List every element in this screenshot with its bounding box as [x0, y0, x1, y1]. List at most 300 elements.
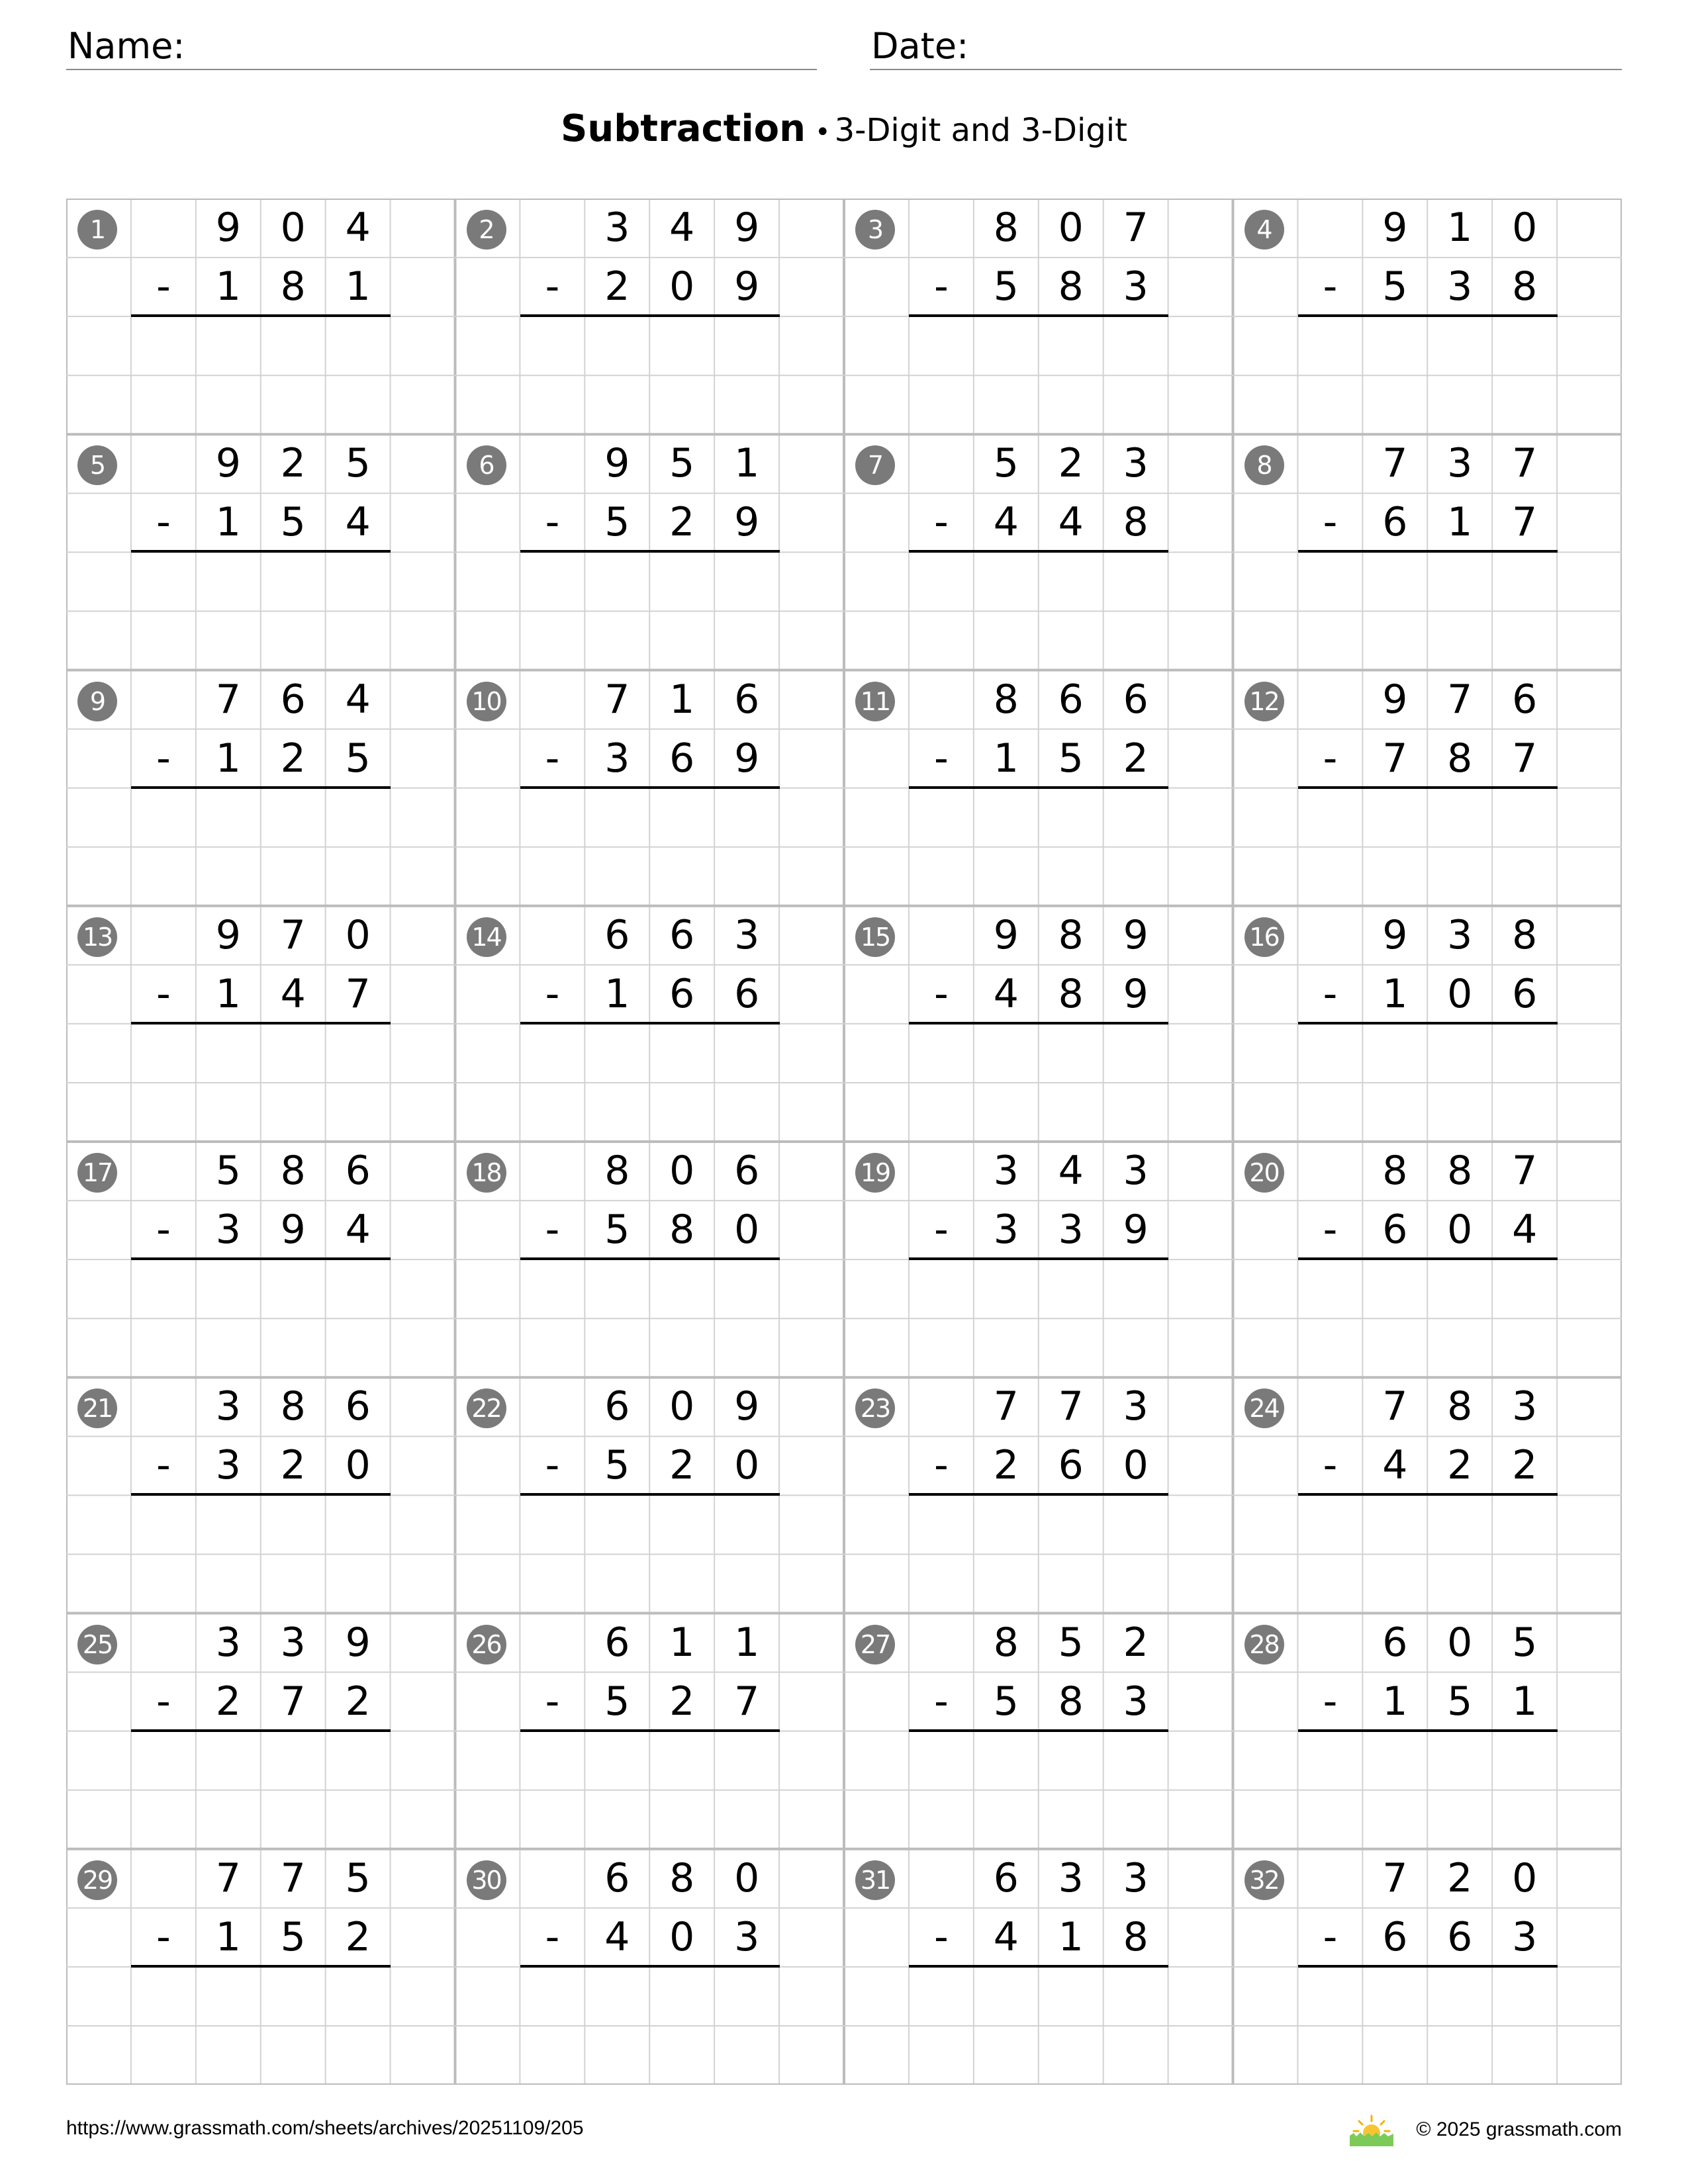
problem-number-badge: 10 — [467, 682, 506, 721]
answer-line — [1298, 1729, 1558, 1732]
minus-sign: - — [934, 735, 949, 782]
answer-line — [909, 1257, 1168, 1260]
subtrahend-digit: 3 — [604, 735, 630, 782]
minuend-digit: 7 — [1382, 1383, 1408, 1430]
subtrahend-digit: 1 — [1382, 1678, 1408, 1725]
answer-line — [520, 1493, 780, 1496]
subtrahend-digit: 9 — [1123, 970, 1149, 1017]
minus-sign: - — [1323, 1913, 1338, 1960]
problem-5 — [66, 434, 455, 670]
subtrahend-digit: 6 — [1512, 970, 1538, 1017]
minuend-digit: 2 — [1447, 1854, 1473, 1901]
minuend-digit: 0 — [669, 1383, 695, 1430]
subtrahend-digit: 4 — [993, 499, 1019, 546]
minuend-digit: 9 — [1382, 205, 1408, 251]
subtrahend-digit: 4 — [993, 1913, 1019, 1960]
subtrahend-digit: 7 — [1512, 499, 1538, 546]
minuend-digit: 9 — [1382, 676, 1408, 723]
minuend-digit: 5 — [1058, 1619, 1084, 1666]
problem-number-badge: 18 — [467, 1153, 506, 1193]
subtrahend-digit: 2 — [669, 1442, 695, 1489]
minuend-digit: 1 — [734, 1619, 760, 1666]
problem-14 — [455, 906, 845, 1142]
minuend-digit: 3 — [1447, 911, 1473, 958]
minuend-digit: 6 — [345, 1148, 371, 1194]
subtrahend-digit: 7 — [345, 970, 371, 1017]
title-bullet: • — [814, 117, 831, 148]
minuend-digit: 3 — [215, 1619, 241, 1666]
minuend-digit: 0 — [669, 1148, 695, 1194]
minuend-digit: 3 — [1123, 1854, 1149, 1901]
subtrahend-digit: 2 — [1123, 735, 1149, 782]
problem-2 — [455, 199, 845, 434]
minuend-digit: 3 — [1123, 440, 1149, 487]
date-label: Date: — [871, 25, 969, 67]
problem-number-badge: 6 — [467, 445, 506, 485]
subtrahend-digit: 8 — [1058, 263, 1084, 310]
problem-number-badge: 28 — [1244, 1625, 1284, 1664]
minuend-digit: 6 — [1123, 676, 1149, 723]
minuend-digit: 9 — [734, 1383, 760, 1430]
minuend-digit: 2 — [280, 440, 306, 487]
minuend-digit: 9 — [215, 911, 241, 958]
subtrahend-digit: 9 — [1123, 1206, 1149, 1253]
subtrahend-digit: 5 — [993, 1678, 1019, 1725]
minus-sign: - — [545, 1913, 560, 1960]
subtrahend-digit: 6 — [1382, 1913, 1408, 1960]
problem-20 — [1233, 1142, 1622, 1377]
minuend-digit: 5 — [215, 1148, 241, 1194]
problem-number-badge: 24 — [1244, 1388, 1284, 1428]
minuend-digit: 0 — [1512, 205, 1538, 251]
minuend-digit: 4 — [345, 676, 371, 723]
subtrahend-digit: 8 — [1123, 1913, 1149, 1960]
subtrahend-digit: 1 — [215, 735, 241, 782]
answer-line — [1298, 1965, 1558, 1968]
minuend-digit: 8 — [1382, 1148, 1408, 1194]
subtrahend-digit: 6 — [669, 970, 695, 1017]
footer-brand — [1350, 2111, 1622, 2148]
problem-number-badge: 16 — [1244, 917, 1284, 957]
problem-19 — [844, 1142, 1233, 1377]
subtrahend-digit: 3 — [1512, 1913, 1538, 1960]
subtrahend-digit: 4 — [345, 499, 371, 546]
minus-sign: - — [1323, 1678, 1338, 1725]
problem-1 — [66, 199, 455, 434]
subtrahend-digit: 2 — [669, 1678, 695, 1725]
subtrahend-digit: 5 — [604, 499, 630, 546]
minus-sign: - — [156, 735, 171, 782]
subtrahend-digit: 4 — [1058, 499, 1084, 546]
date-field[interactable] — [870, 21, 1622, 70]
minus-sign: - — [934, 1913, 949, 1960]
minuend-digit: 8 — [993, 676, 1019, 723]
minuend-digit: 6 — [1382, 1619, 1408, 1666]
problem-number-badge: 23 — [855, 1388, 895, 1428]
problem-4 — [1233, 199, 1622, 434]
problem-number-badge: 32 — [1244, 1860, 1284, 1900]
subtrahend-digit: 8 — [1123, 499, 1149, 546]
problem-number-badge: 30 — [467, 1860, 506, 1900]
subtrahend-digit: 6 — [669, 735, 695, 782]
minuend-digit: 0 — [1512, 1854, 1538, 1901]
answer-line — [131, 1493, 391, 1496]
problem-number-badge: 2 — [467, 210, 506, 250]
minuend-digit: 0 — [280, 205, 306, 251]
answer-line — [1298, 314, 1558, 317]
minuend-digit: 1 — [1447, 205, 1473, 251]
minuend-digit: 7 — [1512, 1148, 1538, 1194]
subtrahend-digit: 5 — [280, 1913, 306, 1960]
subtrahend-digit: 2 — [215, 1678, 241, 1725]
answer-line — [131, 1257, 391, 1260]
subtrahend-digit: 1 — [215, 499, 241, 546]
subtrahend-digit: 2 — [604, 263, 630, 310]
problem-27 — [844, 1614, 1233, 1849]
subtrahend-digit: 3 — [734, 1913, 760, 1960]
minus-sign: - — [156, 970, 171, 1017]
minuend-digit: 5 — [1512, 1619, 1538, 1666]
subtrahend-digit: 8 — [669, 1206, 695, 1253]
subtrahend-digit: 9 — [734, 263, 760, 310]
minus-sign: - — [934, 970, 949, 1017]
answer-line — [520, 1022, 780, 1024]
minuend-digit: 8 — [1447, 1148, 1473, 1194]
minuend-digit: 3 — [1123, 1148, 1149, 1194]
subtrahend-digit: 5 — [604, 1206, 630, 1253]
minuend-digit: 3 — [604, 205, 630, 251]
problem-24 — [1233, 1377, 1622, 1613]
answer-line — [520, 1965, 780, 1968]
minuend-digit: 8 — [280, 1148, 306, 1194]
subtrahend-digit: 8 — [1447, 735, 1473, 782]
subtrahend-digit: 6 — [1382, 1206, 1408, 1253]
minus-sign: - — [1323, 1442, 1338, 1489]
problem-21 — [66, 1377, 455, 1613]
answer-line — [909, 1729, 1168, 1732]
minuend-digit: 7 — [1123, 205, 1149, 251]
minuend-digit: 8 — [1058, 911, 1084, 958]
minuend-digit: 9 — [215, 440, 241, 487]
minuend-digit: 4 — [1058, 1148, 1084, 1194]
minuend-digit: 9 — [1123, 911, 1149, 958]
subtrahend-digit: 4 — [345, 1206, 371, 1253]
problem-number-badge: 26 — [467, 1625, 506, 1664]
name-label: Name: — [68, 25, 185, 67]
answer-line — [909, 1022, 1168, 1024]
subtrahend-digit: 9 — [280, 1206, 306, 1253]
minuend-digit: 5 — [345, 1854, 371, 1901]
answer-line — [131, 314, 391, 317]
minuend-digit: 9 — [734, 205, 760, 251]
minuend-digit: 3 — [1512, 1383, 1538, 1430]
minuend-digit: 0 — [345, 911, 371, 958]
problem-number-badge: 3 — [855, 210, 895, 250]
minuend-digit: 1 — [669, 1619, 695, 1666]
minus-sign: - — [1323, 970, 1338, 1017]
minuend-digit: 3 — [1123, 1383, 1149, 1430]
minus-sign: - — [545, 1206, 560, 1253]
problem-11 — [844, 670, 1233, 906]
subtrahend-digit: 1 — [215, 263, 241, 310]
problem-number-badge: 9 — [77, 682, 117, 721]
minuend-digit: 6 — [604, 1619, 630, 1666]
minuend-digit: 6 — [734, 1148, 760, 1194]
minus-sign: - — [545, 1442, 560, 1489]
subtrahend-digit: 1 — [215, 970, 241, 1017]
answer-line — [131, 550, 391, 553]
footer-copyright: © 2025 grassmath.com — [1416, 2118, 1622, 2140]
minus-sign: - — [934, 1678, 949, 1725]
problem-15 — [844, 906, 1233, 1142]
minus-sign: - — [156, 1913, 171, 1960]
minuend-digit: 6 — [734, 676, 760, 723]
minuend-digit: 7 — [993, 1383, 1019, 1430]
subtrahend-digit: 1 — [1058, 1913, 1084, 1960]
minuend-digit: 7 — [215, 1854, 241, 1901]
minuend-digit: 9 — [345, 1619, 371, 1666]
subtrahend-digit: 7 — [1382, 735, 1408, 782]
minuend-digit: 8 — [280, 1383, 306, 1430]
problem-number-badge: 8 — [1244, 445, 1284, 485]
title-subtitle: 3-Digit and 3-Digit — [834, 112, 1127, 149]
minus-sign: - — [156, 263, 171, 310]
subtrahend-digit: 5 — [1382, 263, 1408, 310]
subtrahend-digit: 0 — [1123, 1442, 1149, 1489]
problem-3 — [844, 199, 1233, 434]
subtrahend-digit: 5 — [345, 735, 371, 782]
subtrahend-digit: 5 — [280, 499, 306, 546]
minuend-digit: 8 — [1447, 1383, 1473, 1430]
subtrahend-digit: 2 — [1447, 1442, 1473, 1489]
minuend-digit: 7 — [215, 676, 241, 723]
subtrahend-digit: 9 — [734, 499, 760, 546]
minuend-digit: 3 — [1058, 1854, 1084, 1901]
problem-18 — [455, 1142, 845, 1377]
minus-sign: - — [934, 1442, 949, 1489]
subtrahend-digit: 4 — [280, 970, 306, 1017]
problem-17 — [66, 1142, 455, 1377]
minuend-digit: 7 — [1382, 440, 1408, 487]
minuend-digit: 9 — [215, 205, 241, 251]
minuend-digit: 7 — [1058, 1383, 1084, 1430]
problem-number-badge: 5 — [77, 445, 117, 485]
problem-number-badge: 31 — [855, 1860, 895, 1900]
minuend-digit: 7 — [1512, 440, 1538, 487]
minuend-digit: 4 — [345, 205, 371, 251]
subtrahend-digit: 1 — [215, 1913, 241, 1960]
subtrahend-digit: 5 — [604, 1442, 630, 1489]
minuend-digit: 9 — [604, 440, 630, 487]
problem-25 — [66, 1614, 455, 1849]
minuend-digit: 5 — [993, 440, 1019, 487]
subtrahend-digit: 6 — [1382, 499, 1408, 546]
subtrahend-digit: 4 — [993, 970, 1019, 1017]
minus-sign: - — [156, 1206, 171, 1253]
minuend-digit: 1 — [669, 676, 695, 723]
minus-sign: - — [1323, 735, 1338, 782]
minuend-digit: 5 — [669, 440, 695, 487]
problem-grid — [66, 199, 1622, 2085]
minus-sign: - — [545, 1678, 560, 1725]
answer-line — [1298, 786, 1558, 789]
subtrahend-digit: 0 — [734, 1442, 760, 1489]
problem-number-badge: 19 — [855, 1153, 895, 1193]
problem-number-badge: 22 — [467, 1388, 506, 1428]
sun-over-grass-icon — [1350, 2113, 1393, 2146]
subtrahend-digit: 7 — [1512, 735, 1538, 782]
minuend-digit: 9 — [1382, 911, 1408, 958]
problem-30 — [455, 1849, 845, 2085]
answer-line — [520, 786, 780, 789]
problem-9 — [66, 670, 455, 906]
subtrahend-digit: 0 — [669, 1913, 695, 1960]
problem-22 — [455, 1377, 845, 1613]
minuend-digit: 3 — [734, 911, 760, 958]
answer-line — [520, 550, 780, 553]
problem-number-badge: 12 — [1244, 682, 1284, 721]
answer-line — [909, 1493, 1168, 1496]
problem-31 — [844, 1849, 1233, 2085]
minuend-digit: 3 — [993, 1148, 1019, 1194]
problem-29 — [66, 1849, 455, 2085]
subtrahend-digit: 2 — [280, 1442, 306, 1489]
problem-16 — [1233, 906, 1622, 1142]
minus-sign: - — [934, 499, 949, 546]
title-main: Subtraction — [561, 107, 806, 150]
subtrahend-digit: 5 — [993, 263, 1019, 310]
subtrahend-digit: 0 — [1447, 970, 1473, 1017]
answer-line — [909, 314, 1168, 317]
minus-sign: - — [156, 1442, 171, 1489]
minuend-digit: 7 — [1382, 1854, 1408, 1901]
problem-10 — [455, 670, 845, 906]
answer-line — [1298, 1022, 1558, 1024]
minuend-digit: 7 — [604, 676, 630, 723]
minuend-digit: 6 — [1058, 676, 1084, 723]
minuend-digit: 9 — [993, 911, 1019, 958]
minuend-digit: 0 — [1447, 1619, 1473, 1666]
subtrahend-digit: 0 — [345, 1442, 371, 1489]
subtrahend-digit: 3 — [1058, 1206, 1084, 1253]
answer-line — [131, 1022, 391, 1024]
minuend-digit: 1 — [734, 440, 760, 487]
problem-number-badge: 13 — [77, 917, 117, 957]
answer-line — [131, 786, 391, 789]
subtrahend-digit: 0 — [669, 263, 695, 310]
subtrahend-digit: 3 — [1123, 263, 1149, 310]
minuend-digit: 3 — [1447, 440, 1473, 487]
answer-line — [520, 1257, 780, 1260]
minuend-digit: 6 — [280, 676, 306, 723]
subtrahend-digit: 6 — [1447, 1913, 1473, 1960]
problem-12 — [1233, 670, 1622, 906]
answer-line — [1298, 1493, 1558, 1496]
subtrahend-digit: 3 — [1447, 263, 1473, 310]
minuend-digit: 8 — [993, 1619, 1019, 1666]
subtrahend-digit: 3 — [215, 1206, 241, 1253]
minuend-digit: 8 — [993, 205, 1019, 251]
minuend-digit: 7 — [280, 911, 306, 958]
subtrahend-digit: 7 — [734, 1678, 760, 1725]
minus-sign: - — [934, 263, 949, 310]
problem-number-badge: 17 — [77, 1153, 117, 1193]
problem-number-badge: 27 — [855, 1625, 895, 1664]
minuend-digit: 6 — [604, 911, 630, 958]
subtrahend-digit: 8 — [1512, 263, 1538, 310]
subtrahend-digit: 2 — [1512, 1442, 1538, 1489]
minuend-digit: 4 — [669, 205, 695, 251]
subtrahend-digit: 2 — [345, 1678, 371, 1725]
subtrahend-digit: 0 — [734, 1206, 760, 1253]
subtrahend-digit: 1 — [993, 735, 1019, 782]
minuend-digit: 0 — [1058, 205, 1084, 251]
minus-sign: - — [156, 1678, 171, 1725]
minuend-digit: 7 — [280, 1854, 306, 1901]
minuend-digit: 0 — [734, 1854, 760, 1901]
minus-sign: - — [545, 499, 560, 546]
subtrahend-digit: 6 — [1058, 1442, 1084, 1489]
minuend-digit: 8 — [604, 1148, 630, 1194]
minus-sign: - — [1323, 263, 1338, 310]
worksheet-title — [0, 106, 1688, 161]
minuend-digit: 3 — [215, 1383, 241, 1430]
minuend-digit: 6 — [604, 1383, 630, 1430]
subtrahend-digit: 1 — [1512, 1678, 1538, 1725]
subtrahend-digit: 8 — [280, 263, 306, 310]
subtrahend-digit: 6 — [734, 970, 760, 1017]
problem-number-badge: 14 — [467, 917, 506, 957]
answer-line — [1298, 550, 1558, 553]
minuend-digit: 8 — [1512, 911, 1538, 958]
subtrahend-digit: 3 — [1123, 1678, 1149, 1725]
problem-number-badge: 21 — [77, 1388, 117, 1428]
minuend-digit: 3 — [280, 1619, 306, 1666]
subtrahend-digit: 4 — [1512, 1206, 1538, 1253]
problem-13 — [66, 906, 455, 1142]
minus-sign: - — [545, 735, 560, 782]
subtrahend-digit: 8 — [1058, 1678, 1084, 1725]
problem-number-badge: 29 — [77, 1860, 117, 1900]
minuend-digit: 2 — [1123, 1619, 1149, 1666]
subtrahend-digit: 0 — [1447, 1206, 1473, 1253]
subtrahend-digit: 4 — [1382, 1442, 1408, 1489]
problem-number-badge: 15 — [855, 917, 895, 957]
name-field[interactable] — [66, 21, 817, 70]
subtrahend-digit: 2 — [345, 1913, 371, 1960]
answer-line — [131, 1729, 391, 1732]
minuend-digit: 5 — [345, 440, 371, 487]
subtrahend-digit: 7 — [280, 1678, 306, 1725]
subtrahend-digit: 1 — [604, 970, 630, 1017]
minus-sign: - — [934, 1206, 949, 1253]
problem-number-badge: 4 — [1244, 210, 1284, 250]
minus-sign: - — [545, 970, 560, 1017]
subtrahend-digit: 3 — [993, 1206, 1019, 1253]
problem-number-badge: 11 — [855, 682, 895, 721]
subtrahend-digit: 8 — [1058, 970, 1084, 1017]
answer-line — [131, 1965, 391, 1968]
subtrahend-digit: 5 — [1447, 1678, 1473, 1725]
answer-line — [1298, 1257, 1558, 1260]
footer-url: https://www.grassmath.com/sheets/archives/20251109/205 — [66, 2117, 584, 2139]
subtrahend-digit: 5 — [604, 1678, 630, 1725]
problem-28 — [1233, 1614, 1622, 1849]
problem-number-badge: 1 — [77, 210, 117, 250]
minuend-digit: 6 — [345, 1383, 371, 1430]
minus-sign: - — [1323, 1206, 1338, 1253]
answer-line — [909, 550, 1168, 553]
